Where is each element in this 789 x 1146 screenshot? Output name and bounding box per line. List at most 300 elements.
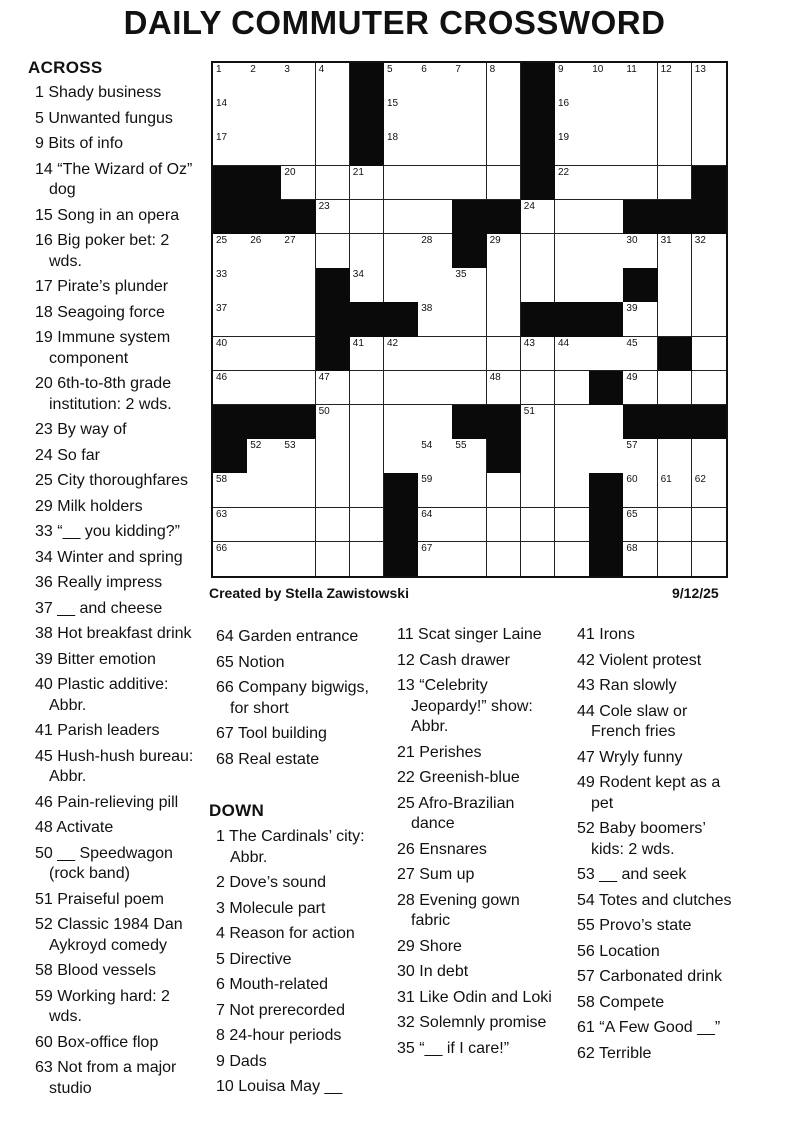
grid-cell[interactable] — [316, 371, 351, 406]
grid-cell[interactable] — [555, 200, 590, 235]
grid-cell[interactable] — [316, 439, 351, 474]
grid-cell[interactable] — [384, 200, 419, 235]
black-square — [213, 439, 248, 474]
down-clue: 61 “A Few Good __” — [577, 1019, 721, 1036]
grid-cell[interactable] — [213, 337, 248, 372]
across-clue: 20 6th-to-8th grade institution: 2 wds. — [35, 375, 172, 413]
grid-cell[interactable] — [418, 542, 453, 577]
clue-number: 37 — [216, 303, 228, 315]
grid-cell[interactable] — [487, 97, 522, 132]
across-clue: 41 Parish leaders — [35, 722, 160, 739]
grid-cell[interactable] — [384, 234, 419, 269]
clue-number: 30 — [626, 235, 638, 246]
across-clue: 15 Song in an opera — [35, 206, 180, 224]
across-clue: 17 Pirate’s plunder — [35, 278, 169, 295]
grid-cell[interactable] — [350, 234, 385, 269]
grid-cell[interactable] — [623, 302, 658, 337]
across-clues-continued — [216, 627, 384, 775]
grid-cell[interactable] — [487, 337, 522, 372]
grid-cell[interactable] — [247, 268, 282, 303]
grid-cell[interactable] — [452, 166, 487, 201]
across-clue: 64 Garden entrance — [216, 628, 359, 645]
grid-cell[interactable] — [418, 439, 453, 474]
down-clue: 4 Reason for action — [216, 925, 355, 942]
grid-cell[interactable] — [247, 371, 282, 406]
across-clue: 34 Winter and spring — [35, 548, 183, 566]
grid-cell[interactable] — [452, 337, 487, 372]
grid-cell[interactable] — [452, 63, 487, 98]
grid-cell[interactable] — [452, 302, 487, 337]
grid-cell[interactable] — [555, 439, 590, 474]
grid-cell[interactable] — [384, 166, 419, 201]
grid-cell[interactable] — [555, 234, 590, 269]
grid-cell[interactable] — [555, 405, 590, 440]
grid-cell[interactable] — [487, 131, 522, 166]
grid-cell[interactable] — [384, 97, 419, 132]
clue-number: 40 — [216, 337, 228, 349]
grid-cell[interactable] — [418, 131, 453, 166]
grid-cell[interactable] — [658, 97, 693, 132]
down-clue: 27 Sum up — [397, 866, 475, 883]
clue-number: 21 — [352, 166, 364, 178]
clue-number: 19 — [558, 132, 570, 144]
grid-cell[interactable] — [521, 268, 556, 303]
grid-cell[interactable] — [452, 97, 487, 132]
grid-cell[interactable] — [350, 371, 385, 406]
clue-number: 65 — [626, 508, 638, 520]
grid-cell[interactable] — [247, 508, 282, 543]
grid-cell[interactable] — [658, 302, 693, 337]
down-clue: 58 Compete — [577, 993, 665, 1011]
across-clue: 9 Bits of info — [35, 135, 124, 152]
black-square — [316, 337, 351, 372]
grid-cell[interactable] — [692, 371, 727, 406]
grid-cell[interactable] — [316, 405, 351, 440]
grid-cell[interactable] — [281, 371, 316, 406]
grid-cell[interactable] — [247, 97, 282, 132]
clue-number: 18 — [387, 132, 399, 144]
clue-number: 54 — [421, 440, 433, 452]
down-clues-column-3 — [577, 625, 737, 1069]
grid-cell[interactable] — [350, 337, 385, 372]
black-square — [623, 268, 658, 303]
down-clue: 49 Rodent kept as a pet — [577, 774, 721, 812]
grid-cell[interactable] — [418, 166, 453, 201]
grid-cell[interactable] — [247, 439, 282, 474]
grid-cell[interactable] — [418, 405, 453, 440]
grid-cell[interactable] — [281, 131, 316, 166]
black-square — [521, 166, 556, 201]
black-square — [658, 337, 693, 372]
down-clue: 30 In debt — [397, 963, 469, 980]
grid-cell[interactable] — [316, 166, 351, 201]
across-clue: 51 Praiseful poem — [35, 890, 164, 908]
down-clue: 55 Provo’s state — [577, 917, 692, 934]
clue-number: 35 — [455, 269, 467, 281]
grid-cell[interactable] — [418, 337, 453, 372]
grid-cell[interactable] — [692, 268, 727, 303]
grid-cell[interactable] — [247, 337, 282, 372]
black-square — [623, 405, 658, 440]
clue-number: 25 — [216, 235, 228, 246]
grid-cell[interactable] — [316, 131, 351, 166]
grid-cell[interactable] — [316, 97, 351, 132]
grid-cell[interactable] — [658, 473, 693, 508]
grid-cell[interactable] — [589, 97, 624, 132]
grid-cell[interactable] — [589, 234, 624, 269]
grid-cell[interactable] — [247, 63, 282, 98]
grid-cell[interactable] — [623, 542, 658, 577]
black-square — [384, 302, 419, 337]
across-clue: 40 Plastic additive: Abbr. — [35, 676, 169, 714]
grid-cell[interactable] — [316, 542, 351, 577]
grid-cell[interactable] — [521, 337, 556, 372]
grid-cell[interactable] — [658, 439, 693, 474]
grid-cell[interactable] — [521, 234, 556, 269]
clue-number: 43 — [523, 337, 535, 349]
grid-cell[interactable] — [350, 405, 385, 440]
across-clue: 66 Company bigwigs, for short — [216, 679, 369, 717]
grid-cell[interactable] — [213, 371, 248, 406]
grid-cell[interactable] — [692, 473, 727, 508]
across-clue: 25 City thoroughfares — [35, 472, 188, 489]
across-clue: 29 Milk holders — [35, 497, 143, 515]
grid-cell[interactable] — [658, 166, 693, 201]
clue-number: 13 — [694, 64, 706, 75]
grid-cell[interactable] — [487, 371, 522, 406]
grid-cell[interactable] — [281, 97, 316, 132]
grid-cell[interactable] — [213, 234, 248, 269]
grid-cell[interactable] — [213, 131, 248, 166]
clue-number: 6 — [421, 64, 427, 75]
grid-cell[interactable] — [487, 234, 522, 269]
clue-number: 27 — [284, 235, 296, 246]
grid-cell[interactable] — [692, 97, 727, 132]
grid-cell[interactable] — [247, 542, 282, 577]
grid-cell[interactable] — [658, 508, 693, 543]
down-clue: 47 Wryly funny — [577, 748, 683, 766]
grid-cell[interactable] — [316, 473, 351, 508]
grid-cell[interactable] — [281, 473, 316, 508]
grid-cell[interactable] — [418, 268, 453, 303]
grid-cell[interactable] — [658, 234, 693, 269]
grid-cell[interactable] — [418, 473, 453, 508]
grid-cell[interactable] — [384, 63, 419, 98]
grid-cell[interactable] — [521, 439, 556, 474]
clue-number: 31 — [660, 235, 672, 246]
black-square — [658, 200, 693, 235]
clue-number: 59 — [421, 474, 433, 486]
grid-cell[interactable] — [487, 166, 522, 201]
grid-cell[interactable] — [350, 542, 385, 577]
grid-cell[interactable] — [692, 542, 727, 577]
grid-cell[interactable] — [452, 268, 487, 303]
black-square — [281, 200, 316, 235]
clue-number: 12 — [660, 64, 672, 75]
grid-cell[interactable] — [521, 542, 556, 577]
down-clue: 32 Solemnly promise — [397, 1014, 547, 1031]
clue-number: 66 — [216, 542, 228, 554]
clue-number: 9 — [558, 64, 564, 75]
clue-number: 61 — [660, 474, 672, 486]
across-clue: 48 Activate — [35, 819, 114, 836]
across-clue: 1 Shady business — [35, 84, 162, 101]
across-clue: 14 “The Wizard of Oz” dog — [35, 160, 193, 198]
grid-cell[interactable] — [452, 508, 487, 543]
grid-cell[interactable] — [658, 268, 693, 303]
grid-cell[interactable] — [281, 508, 316, 543]
grid-cell[interactable] — [555, 473, 590, 508]
grid-cell[interactable] — [623, 371, 658, 406]
grid-cell[interactable] — [623, 131, 658, 166]
grid-cell[interactable] — [589, 166, 624, 201]
grid-cell[interactable] — [487, 542, 522, 577]
grid-cell[interactable] — [213, 97, 248, 132]
grid-cell[interactable] — [213, 63, 248, 98]
black-square — [350, 97, 385, 132]
grid-cell[interactable] — [487, 302, 522, 337]
grid-cell[interactable] — [589, 439, 624, 474]
clue-number: 67 — [421, 542, 433, 554]
grid-cell[interactable] — [555, 542, 590, 577]
clue-number: 33 — [216, 269, 228, 281]
across-clue: 59 Working hard: 2 wds. — [35, 987, 170, 1025]
black-square — [350, 302, 385, 337]
black-square — [692, 200, 727, 235]
clue-number: 41 — [352, 337, 364, 349]
grid-cell[interactable] — [452, 371, 487, 406]
grid-cell[interactable] — [213, 542, 248, 577]
down-clue: 29 Shore — [397, 937, 462, 955]
grid-cell[interactable] — [555, 131, 590, 166]
grid-cell[interactable] — [281, 268, 316, 303]
grid-cell[interactable] — [658, 131, 693, 166]
grid-cell[interactable] — [418, 302, 453, 337]
grid-cell[interactable] — [452, 131, 487, 166]
across-clue: 50 __ Speedwagon (rock band) — [35, 844, 173, 882]
down-clue: 9 Dads — [216, 1052, 267, 1070]
grid-cell[interactable] — [487, 63, 522, 98]
black-square — [452, 200, 487, 235]
grid-cell[interactable] — [418, 97, 453, 132]
grid-cell[interactable] — [418, 234, 453, 269]
black-square — [521, 63, 556, 98]
grid-cell[interactable] — [384, 337, 419, 372]
grid-cell[interactable] — [589, 131, 624, 166]
down-clue: 35 “__ if I care!” — [397, 1039, 510, 1057]
clue-number: 4 — [318, 64, 325, 75]
across-clue: 67 Tool building — [216, 725, 327, 742]
clue-number: 20 — [284, 166, 296, 178]
grid-cell[interactable] — [418, 508, 453, 543]
grid-cell[interactable] — [521, 508, 556, 543]
across-clue: 16 Big poker bet: 2 wds. — [35, 232, 170, 270]
clue-number: 29 — [489, 235, 501, 246]
clue-number: 60 — [626, 474, 638, 486]
grid-cell[interactable] — [623, 508, 658, 543]
grid-cell[interactable] — [247, 234, 282, 269]
grid-cell[interactable] — [247, 473, 282, 508]
grid-cell[interactable] — [658, 63, 693, 98]
grid-cell[interactable] — [692, 337, 727, 372]
grid-cell[interactable] — [658, 542, 693, 577]
grid-cell[interactable] — [452, 439, 487, 474]
grid-cell[interactable] — [213, 508, 248, 543]
grid-cell[interactable] — [555, 371, 590, 406]
grid-cell[interactable] — [384, 405, 419, 440]
grid-cell[interactable] — [623, 97, 658, 132]
black-square — [452, 405, 487, 440]
grid-cell[interactable] — [418, 63, 453, 98]
clue-number: 47 — [318, 371, 330, 383]
grid-cell[interactable] — [213, 302, 248, 337]
grid-cell[interactable] — [281, 63, 316, 98]
grid-cell[interactable] — [350, 268, 385, 303]
across-clue: 45 Hush-hush bureau: Abbr. — [35, 747, 194, 785]
grid-cell[interactable] — [213, 473, 248, 508]
clue-number: 32 — [694, 235, 706, 246]
grid-cell[interactable] — [589, 63, 624, 98]
grid-cell[interactable] — [281, 542, 316, 577]
grid-cell[interactable] — [418, 200, 453, 235]
across-clue: 52 Classic 1984 Dan Aykroyd comedy — [35, 916, 183, 954]
grid-cell[interactable] — [350, 508, 385, 543]
grid-cell[interactable] — [281, 166, 316, 201]
black-square — [623, 200, 658, 235]
grid-cell[interactable] — [692, 439, 727, 474]
grid-cell[interactable] — [555, 97, 590, 132]
grid-cell[interactable] — [384, 371, 419, 406]
black-square — [316, 302, 351, 337]
black-square — [521, 131, 556, 166]
grid-cell[interactable] — [384, 131, 419, 166]
grid-cell[interactable] — [555, 508, 590, 543]
grid-cell[interactable] — [521, 473, 556, 508]
grid-cell[interactable] — [589, 268, 624, 303]
clue-number: 51 — [523, 406, 535, 417]
grid-cell[interactable] — [487, 508, 522, 543]
black-square — [555, 302, 590, 337]
grid-cell[interactable] — [452, 473, 487, 508]
grid-cell[interactable] — [589, 337, 624, 372]
grid-cell[interactable] — [623, 166, 658, 201]
grid-cell[interactable] — [555, 166, 590, 201]
black-square — [247, 200, 282, 235]
grid-cell[interactable] — [452, 542, 487, 577]
grid-cell[interactable] — [384, 268, 419, 303]
down-clue: 12 Cash drawer — [397, 651, 510, 669]
clue-number: 22 — [558, 166, 570, 178]
grid-cell[interactable] — [555, 337, 590, 372]
grid-cell[interactable] — [247, 302, 282, 337]
grid-cell[interactable] — [487, 473, 522, 508]
grid-cell[interactable] — [692, 302, 727, 337]
across-clue: 37 __ and cheese — [35, 599, 163, 617]
grid-cell[interactable] — [521, 200, 556, 235]
grid-cell[interactable] — [281, 439, 316, 474]
grid-cell[interactable] — [316, 508, 351, 543]
grid-cell[interactable] — [316, 200, 351, 235]
grid-cell[interactable] — [623, 439, 658, 474]
grid-cell[interactable] — [281, 234, 316, 269]
grid-cell[interactable] — [692, 131, 727, 166]
across-clue: 65 Notion — [216, 653, 285, 671]
grid-cell[interactable] — [623, 473, 658, 508]
down-clue: 11 Scat singer Laine — [397, 626, 542, 643]
grid-cell[interactable] — [350, 439, 385, 474]
down-clue: 1 The Cardinals’ city: Abbr. — [216, 828, 365, 866]
grid-cell[interactable] — [213, 268, 248, 303]
grid-cell[interactable] — [487, 268, 522, 303]
grid-cell[interactable] — [555, 268, 590, 303]
clue-number: 1 — [216, 64, 222, 75]
clue-number: 52 — [250, 440, 262, 452]
across-clue: 46 Pain-relieving pill — [35, 793, 179, 811]
across-clue: 63 Not from a major studio — [35, 1059, 177, 1097]
grid-cell[interactable] — [521, 371, 556, 406]
black-square — [487, 405, 522, 440]
clue-number: 8 — [489, 64, 496, 75]
grid-cell[interactable] — [692, 508, 727, 543]
across-clue: 5 Unwanted fungus — [35, 109, 173, 127]
clue-number: 39 — [626, 303, 638, 315]
grid-cell[interactable] — [658, 371, 693, 406]
grid-cell[interactable] — [350, 200, 385, 235]
clue-number: 23 — [318, 200, 330, 212]
grid-cell[interactable] — [555, 63, 590, 98]
down-clue: 41 Irons — [577, 626, 635, 643]
grid-cell[interactable] — [623, 234, 658, 269]
clue-number: 49 — [626, 371, 638, 383]
grid-cell[interactable] — [692, 234, 727, 269]
grid-cell[interactable] — [623, 337, 658, 372]
grid-cell[interactable] — [281, 337, 316, 372]
grid-cell[interactable] — [692, 63, 727, 98]
grid-cell[interactable] — [589, 200, 624, 235]
black-square — [589, 508, 624, 543]
black-square — [384, 542, 419, 577]
grid-cell[interactable] — [281, 302, 316, 337]
black-square — [350, 131, 385, 166]
down-clue: 52 Baby boomers’ kids: 2 wds. — [577, 820, 706, 858]
grid-cell[interactable] — [521, 405, 556, 440]
clue-number: 63 — [216, 508, 228, 520]
across-clue: 38 Hot breakfast drink — [35, 625, 192, 642]
clue-number: 3 — [284, 64, 290, 75]
black-square — [316, 268, 351, 303]
grid-cell[interactable] — [384, 439, 419, 474]
across-clue: 68 Real estate — [216, 750, 320, 768]
grid-cell[interactable] — [589, 405, 624, 440]
black-square — [213, 405, 248, 440]
grid-cell[interactable] — [316, 234, 351, 269]
clue-number: 38 — [421, 303, 433, 315]
clue-number: 11 — [626, 64, 637, 75]
clue-number: 24 — [523, 200, 535, 212]
black-square — [213, 166, 248, 201]
grid-cell[interactable] — [418, 371, 453, 406]
black-square — [350, 63, 385, 98]
black-square — [589, 473, 624, 508]
across-clue: 19 Immune system component — [35, 329, 171, 367]
grid-cell[interactable] — [247, 131, 282, 166]
grid-cell[interactable] — [350, 473, 385, 508]
grid-cell[interactable] — [316, 63, 351, 98]
puzzle-title: DAILY COMMUTER CROSSWORD — [123, 4, 666, 41]
grid-cell[interactable] — [623, 63, 658, 98]
grid-cell[interactable] — [350, 166, 385, 201]
black-square — [247, 405, 282, 440]
